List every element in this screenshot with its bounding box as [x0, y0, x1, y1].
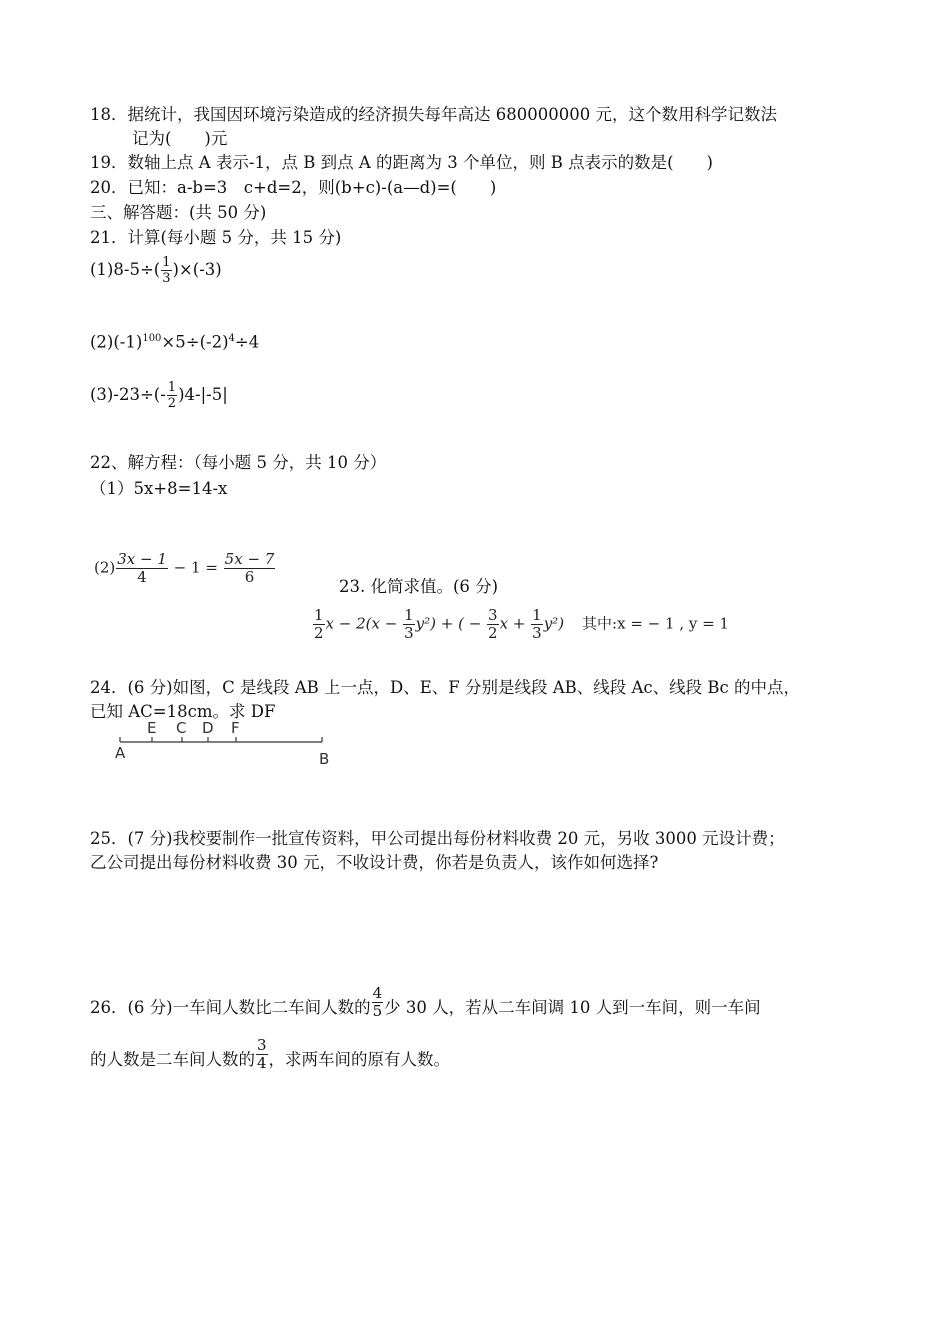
fraction: $\frac{1}{3}$	[404, 606, 414, 642]
q25-line2: 乙公司提出每份材料收费 30 元，不收设计费，你若是负责人，该作如何选择?	[90, 853, 659, 872]
section-heading: 三、解答题：(共 50 分)	[90, 203, 267, 222]
q21-part2: $(2)(-1)^{100}\times 5\div(-2)^4\div 4$	[90, 332, 260, 352]
segment-figure	[112, 718, 342, 770]
label-a: A	[115, 744, 126, 762]
q26-line1: 26．(6 分)一车间人数比二车间人数的 $\frac{4}{5}$ 少 30 人，若从二车间调 10 人到一车间，则一车间	[90, 984, 761, 1020]
label-c: C	[176, 719, 187, 737]
fraction: $\frac{1}{2}$	[167, 380, 177, 411]
fraction: $\frac{1}{3}$	[162, 255, 171, 286]
q24-line2: 已知 AC=18cm。求 DF	[90, 702, 276, 721]
q18-line1: 18．据统计，我国因环境污染造成的经济损失每年高达 680000000 元，这个数用科学记数法	[90, 105, 777, 124]
label-f: F	[231, 719, 240, 737]
q18-line2: 记为( )元	[132, 129, 228, 148]
fraction: $\frac{1}{3}$	[532, 606, 542, 642]
q23-expression: $\frac{1}{2}$ x − 2(x − $\frac{1}{3}$ y²) + ( − $\frac{3}{2}$ x + $\frac{1}{3}$ y²) 其中:x = − 1 , y = 1	[314, 606, 729, 642]
q20: 20．已知：a-b=3 c+d=2，则(b+c)-(a—d)=( )	[90, 178, 497, 197]
label-b: B	[319, 750, 330, 768]
fraction: $\frac{5x - 7}{6}$	[224, 550, 275, 586]
q25-line1: 25．(7 分)我校要制作一批宣传资料，甲公司提出每份材料收费 20 元，另收 3000 元设计费；	[90, 829, 785, 848]
q24-line1: 24．(6 分)如图，C 是线段 AB 上一点，D、E、F 分别是线段 AB、线段 Ac、线段 Bc 的中点，	[90, 678, 801, 697]
q26-line2: 的人数是二车间人数的 $\frac{3}{4}$ ，求两车间的原有人数。	[90, 1036, 451, 1072]
q22-part2-equation: (2) $\frac{3x - 1}{4}$ − 1 = $\frac{5x - 7}{6}$	[94, 550, 275, 586]
q21-p1-b: )×(-3)	[172, 260, 222, 279]
fraction: $\frac{3}{4}$	[257, 1036, 267, 1072]
q22-part1: （1）5x+8=14-x	[90, 479, 228, 498]
q23-title: 23. 化简求值。(6 分)	[339, 577, 499, 596]
q21-title: 21．计算(每小题 5 分，共 15 分)	[90, 228, 342, 247]
label-e: E	[147, 719, 157, 737]
q22-title: 22、解方程：（每小题 5 分，共 10 分）	[90, 453, 387, 472]
fraction: $\frac{3}{2}$	[488, 606, 498, 642]
fraction: $\frac{1}{2}$	[314, 606, 324, 642]
q21-part3: (3)-23÷(- $\frac{1}{2}$ )4-|-5|	[90, 380, 228, 411]
label-d: D	[202, 719, 214, 737]
q21-p1-a: (1)8-5÷(	[90, 260, 161, 279]
fraction: $\frac{4}{5}$	[372, 984, 383, 1020]
q21-part1	[90, 256, 222, 285]
fraction: $\frac{3x - 1}{4}$	[117, 550, 167, 586]
q19: 19．数轴上点 A 表示-1，点 B 到点 A 的距离为 3 个单位，则 B 点表示的数是( )	[90, 153, 713, 172]
